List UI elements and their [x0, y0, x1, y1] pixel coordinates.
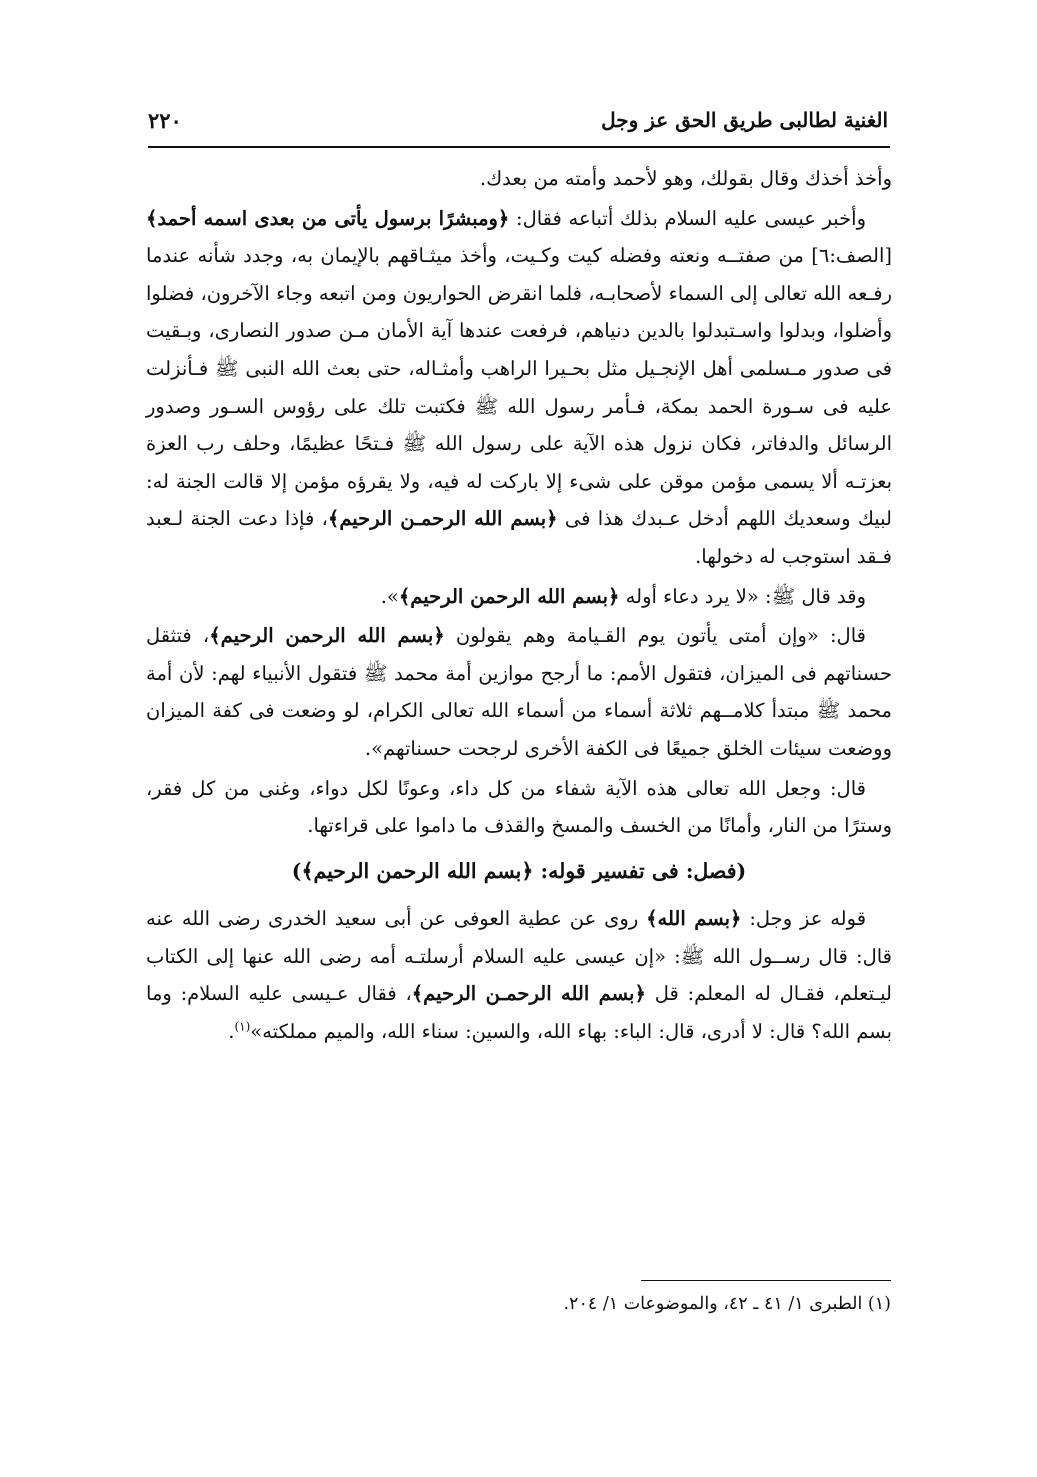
footnote: [145, 1290, 891, 1318]
paragraph-6-text-a: قوله عز وجل:: [741, 907, 867, 931]
footnote-ref[interactable]: (١): [234, 1019, 251, 1034]
paragraph-6-text-c: ، فقال عـيسى عليه السلام: وما بسم الله؟ قال: لا أدرى، قال: الباء: بهاء الله، والسين: سناء الله، والميم مملكته»: [146, 982, 892, 1044]
paragraph-2-text-c: ، فإذا دعت الجنة لـعبد فـقد استوجب له دخولها.: [146, 507, 892, 568]
paragraph-6-text-b: روى عن عطية العوفى عن أبى سعيد الخدرى رضى الله عنه قال: قال رســول الله ﷺ: «إن عيسى عليه السلام أرسلتـه أمه رضى الله عنها إلى الكتاب ليـتعلم، فقـال له المعلم: قل: [146, 907, 892, 1006]
paragraph-4-text-a: قال: «وإن أمتى يأتون يوم القـيامة وهم يقولون: [444, 624, 866, 648]
paragraph-3-text-a: وقد قال ﷺ: «لا يرد دعاء أوله: [619, 584, 866, 608]
paragraph-1-text: وأخذ أخذك وقال بقولك، وهو لأحمد وأمته من بعدك.: [479, 167, 892, 190]
paragraph-2-text-b: [الصف:٦] من صفتــه ونعته وفضله كيت وكـيت، وأخذ ميثـاقهم بالإيمان به، وجدد شأنه عندما رفـعه الله تعالى إلى السماء لأصحابـه، فلما انقرض الحواريون ومن اتبعه وجاء الآخرون، فضلوا وأضلوا، وبدلوا واسـتبدلوا بالدين دنياهم، فرفعت عندها آية الأمان مـن صدور النصارى، وبـقيت فى صدور مـسلمى أهل الإنجـيل مثل بحـيرا الراهب وأمثـاله، حتى بعث الله النبى ﷺ فـأنزلت عليه فى سـورة الحمد بمكة، فـأمر رسول الله ﷺ فكتبت تلك على رؤوس السـور وصدور الرسائل والدفاتر، فكان نزول هذه الآية على رسول الله ﷺ فـتحًا عظيمًا، وحلف رب العزة بعزتـه ألا يسمى مؤمن موقن على شىء إلا باركت له فيه، ولا يقرؤه مؤمن إلا قالت الجنة له: لبيك وسعديك اللهم أدخل عـبدك هذا فى: [146, 244, 893, 531]
paragraph-2-text-a: وأخبر عيسى عليه السلام بذلك أتباعه فقال:: [509, 206, 867, 230]
paragraph-4: [146, 617, 892, 767]
paragraph-2: [146, 200, 892, 576]
running-header: [148, 108, 888, 144]
basmala-quote: ﴿بسم الله الرحمن الرحيم﴾: [209, 624, 445, 648]
basmala-quote: ﴿بسم الله الرحمـن الرحيم﴾: [327, 507, 558, 531]
paragraph-3: [146, 578, 892, 616]
page-number: ٢٢٠: [148, 108, 182, 133]
basmala-quote: ﴿بسم الله الرحمـن الرحيم﴾: [411, 982, 646, 1006]
paragraph-5-text: قال: وجعل الله تعالى هذه الآية شفاء من كل داء، وعونًا لكل دواء، وغنى من كل فقر، وسترًا من النار، وأمانًا من الخسف والمسخ والقذف ما داموا على قراءتها.: [146, 776, 892, 838]
paragraph-6: [146, 900, 892, 1050]
quran-quote: ﴿ومبشرًا برسول يأتى من بعدى اسمه أحمد﴾: [146, 206, 510, 230]
paragraph-3-text-b: ».: [380, 584, 399, 608]
paragraph-5: [146, 770, 892, 845]
running-title: الغنية لطالبى طريق الحق عز وجل: [601, 108, 888, 132]
footnote-rule: [641, 1280, 891, 1281]
header-rule: [148, 146, 890, 148]
footnote-text: (١) الطبرى ١/ ٤١ ـ ٤٢، والموضوعات ١/ ٢٠٤.: [563, 1294, 891, 1314]
body-text: [146, 160, 892, 1053]
basmala-quote: ﴿بسم الله الرحمن الرحيم﴾: [398, 584, 620, 608]
paragraph-4-text-b: ، فتثقل حسناتهم فى الميزان، فتقول الأمم: ما أرجح موازين أمة محمد ﷺ فتقول الأنبياء لهم: لأن أمة محمد ﷺ مبتدأ كلامــهم ثلاثة أسماء من أسماء الله تعالى الكرام، لو وضعت فى كفة الميزان ووضعت سيئات الخلق جميعًا فى الكفة الأخرى لرجحت حسناتهم».: [146, 624, 892, 760]
paragraph-1: [146, 160, 892, 198]
basmala-quote: ﴿بسم الله﴾: [646, 907, 742, 931]
section-heading: (فصل: فى تفسير قوله: ﴿بسم الله الرحمن الرحيم﴾): [291, 858, 747, 883]
paragraph-6-end: .: [228, 1020, 235, 1044]
